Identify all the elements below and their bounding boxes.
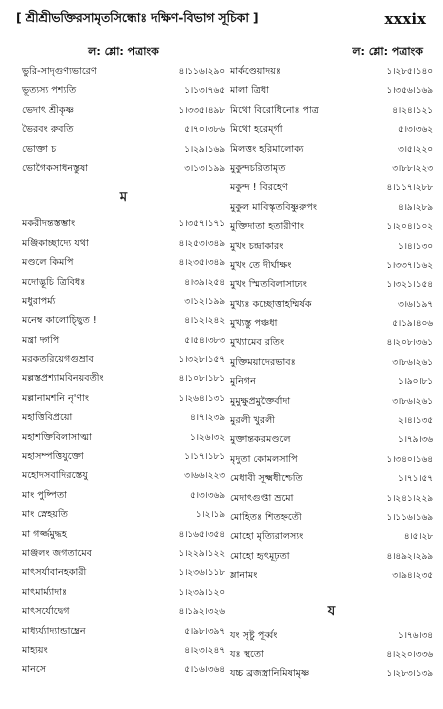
page-header	[16, 8, 426, 36]
index-entry	[230, 140, 433, 159]
verse-text: যচ্চ ব্রজস্ত্রানিমিষামৃষ্ণ	[230, 668, 310, 680]
verse-reference: ৪।১৯২।৩২৬	[178, 606, 225, 618]
verse-reference: ১।৪।১৩০	[397, 240, 433, 252]
verse-reference: ৫।১৯।৪০৬	[392, 318, 433, 330]
verse-reference: ৩।৮৬।২৬১	[392, 356, 433, 368]
verse-text: মুখ্যঃ কচ্ছোত্তাহম্মির্ষক	[230, 298, 312, 310]
verse-text: মুখ্যস্তু পঞ্চধা	[230, 318, 278, 330]
verse-reference: ১।৭৬।৩৪	[397, 629, 433, 641]
verse-text: যঃ স্থতো	[230, 648, 264, 660]
index-entry	[230, 81, 433, 100]
verse-text: মদোদ্ভূচি ত্রিবিধঃ	[22, 276, 86, 288]
index-entry	[22, 273, 225, 292]
verse-reference: ১।৩২৮।১৫৭	[178, 354, 225, 366]
index-entry	[230, 372, 433, 391]
verse-reference: ১।২৮৫।১৪০	[386, 66, 433, 77]
verse-text: মাং পুষ্পিতা	[22, 489, 67, 501]
verse-text: মুখং তে দীর্ঘাক্ষং	[230, 259, 292, 271]
index-entry	[230, 626, 433, 645]
verse-reference: ৫।৯৮।৩৯৭	[184, 625, 225, 637]
verse-reference: ৩।৬।১৯৭	[397, 298, 433, 310]
index-entry	[22, 641, 225, 660]
verse-text: মাৎসর্যাবানহকারী	[22, 567, 87, 579]
index-entry	[230, 547, 433, 566]
verse-reference: ৪।১০৮।১৮১	[178, 373, 225, 385]
verse-reference: ১।১১৬।১৬৯	[386, 511, 433, 523]
verse-reference: ৩।৮৬।২৬১	[392, 395, 433, 407]
verse-text: মেধাবী সূক্ষ্মধীশ্চেতি	[230, 473, 303, 485]
index-entry	[230, 489, 433, 508]
verse-reference: ১।২৬৪।১৩১	[178, 392, 225, 404]
verse-text: মুকুল মাবিস্কৃতবিষ্ণুরুপং	[230, 201, 317, 213]
index-entry	[22, 544, 225, 563]
verse-reference: ৩।৬৬।২২৩	[184, 470, 225, 482]
index-entry	[22, 292, 225, 311]
verse-text: মোহো মৃত্যিরালস্যং	[230, 531, 304, 543]
verse-reference: ১।৩৫৬।১৬৯	[386, 85, 433, 97]
verse-reference: ১।২৩৬।১১৮	[178, 567, 225, 579]
verse-text: মল্লস্তপ্রশ্যামবিনয়বতীং	[22, 373, 104, 385]
verse-text: মুক্তিময়াদেরভাবঃ	[230, 356, 296, 368]
index-entry	[22, 602, 225, 621]
index-entry	[230, 178, 433, 197]
index-entry	[230, 664, 433, 683]
verse-text: ভুরি-সাদৃগুণ্যভারেণ	[22, 66, 97, 77]
verse-text: মকরীদন্তস্তম্ভাং	[22, 218, 76, 230]
index-entry	[22, 563, 225, 582]
index-entry	[230, 450, 433, 469]
verse-reference: ৪।১৬৫।৩৫৪	[178, 528, 225, 540]
verse-text: মেদাৎগুপ্তা ভ্রমো	[230, 492, 294, 504]
verse-text: ভোগৈকসাধনস্তুষা	[22, 162, 89, 174]
verse-reference: ৩।৯৪।২৩৫	[392, 570, 433, 582]
index-entry	[22, 486, 225, 505]
index-entry	[230, 333, 433, 352]
verse-text: মার্কণ্ডেয়াদয়ঃ	[230, 66, 282, 77]
index-entry	[22, 505, 225, 524]
index-entry	[22, 369, 225, 388]
index-entry	[22, 234, 225, 253]
verse-reference: ১।২৮৩।১৩৯	[386, 668, 433, 680]
verse-reference: ১।২৩৯।১২০	[178, 586, 225, 598]
verse-reference: ১।৭৯।৩৬	[397, 434, 433, 446]
left-entries-group	[22, 62, 225, 178]
verse-reference: ৩।১৩।১৯৯	[184, 162, 225, 174]
verse-text: মিথো হরের্ম্গা	[230, 124, 283, 136]
index-entry	[22, 660, 225, 679]
right-column	[230, 42, 433, 684]
verse-reference: ১।১৩।৭৬৫	[184, 85, 225, 97]
verse-reference: ৩।১২।১৯৯	[184, 295, 225, 307]
right-entries-group	[230, 62, 433, 586]
verse-text: মুক্তিদাতা হতারীণাং	[230, 221, 304, 233]
verse-text: মুখং স্মিতবিলাসাঢ্যং	[230, 279, 307, 291]
verse-text: মা গৰ্জ্জমুদ্ধহ	[22, 528, 67, 540]
index-title: [ শ্রীশ্রীভক্তিরসামৃতসিন্ধোঃ দক্ষিণ-বিভাগ সূচিকা ]	[16, 10, 259, 25]
verse-reference: ১।৭১।৫৭	[397, 473, 433, 485]
verse-text: মহাসম্পত্তিযুক্তো	[22, 451, 84, 463]
verse-text: মল্লানামশনি নৃ'ণাং	[22, 392, 90, 404]
verse-reference: ২।৪।১৩৫	[397, 415, 433, 427]
page-number: xxxix	[384, 10, 426, 28]
verse-reference: ৪।২৩৫।৩৪৯	[178, 257, 225, 269]
index-entry	[22, 466, 225, 485]
verse-reference: ৪।২০৮।৩৬১	[386, 337, 433, 349]
index-entry	[230, 392, 433, 411]
index-entry	[230, 469, 433, 488]
verse-text: মোহো হৃৎমূঢ়তা	[230, 550, 290, 562]
verse-reference: ১।৩৩৭।১৬২	[386, 259, 433, 271]
verse-reference: ৪।২৪।১২১	[392, 104, 433, 116]
verse-reference: ১।৯০।৮১	[398, 376, 433, 388]
verse-reference: ৩।৮৮।২২৩	[392, 162, 433, 174]
index-entry	[230, 62, 433, 81]
index-entry	[22, 101, 225, 120]
verse-reference: ৪।১১৭।২৮৮	[386, 182, 433, 194]
verse-text: মুনিগন	[230, 376, 256, 388]
index-entry	[230, 198, 433, 217]
index-entry	[22, 447, 225, 466]
left-column	[22, 42, 225, 680]
verse-reference: ৫।৭০।৩৮৬	[184, 124, 225, 136]
verse-text: ভূত্যস্য পশ্যতি	[22, 85, 77, 97]
verse-text: মুরলী খুরলী	[230, 415, 276, 427]
index-entry	[22, 62, 225, 81]
index-entry	[22, 583, 225, 602]
index-entry	[22, 140, 225, 159]
verse-reference: ৪।৭।২৩৯	[189, 412, 225, 424]
verse-reference: ৪।২৫৩।৩৪৯	[178, 237, 225, 249]
verse-text: মুকুন্দচরিতামৃত	[230, 162, 286, 174]
verse-text: মহাশক্তিবিলাসাত্মা	[22, 431, 93, 443]
verse-text: মন্ত্রা দ্গপি	[22, 334, 60, 346]
index-entry	[230, 566, 433, 585]
verse-text: মঞ্জিকাচ্ছাদ্যে যথা	[22, 237, 89, 249]
right-column-heading: ল: শ্লো: পত্রাংক	[352, 45, 423, 58]
verse-text: ভেদাৎ শ্রীকৃষ্ণ	[22, 104, 75, 116]
index-entry	[230, 159, 433, 178]
verse-text: মহাত্তিবিপ্রয়ো	[22, 412, 73, 424]
verse-text: মুমুক্ষুপ্রমুক্তৈর্বাদা	[230, 395, 291, 407]
verse-reference: ৩।৫।২২০	[397, 143, 433, 155]
index-entry	[230, 256, 433, 275]
verse-text: মাৎমার্ম্যাদাঃ	[22, 586, 68, 598]
section-letter: য	[327, 603, 336, 619]
index-entry	[230, 508, 433, 527]
index-entry	[230, 645, 433, 664]
verse-text: মিথো বিরোধিনোঃ পাত্র	[230, 104, 319, 116]
verse-text: মকুন্দ ! বিরহেণ	[230, 182, 288, 194]
verse-reference: ৪।২২০।৩৩৬	[386, 648, 433, 660]
verse-reference: ৫।৫৪।৩৮৩	[184, 334, 225, 346]
right-entries-group	[230, 626, 433, 684]
index-entry	[22, 350, 225, 369]
verse-text: মহোদসবাদিরস্তেযু	[22, 470, 88, 482]
verse-text: মনেম্ব কালোচ্ছ্বিত !	[22, 315, 97, 327]
index-entry	[230, 101, 433, 120]
verse-reference: ১।৩৩৫।৪৯৮	[178, 104, 225, 116]
verse-reference: ৪।১২।২৪২	[184, 315, 225, 327]
verse-reference: ৫।৩।৩৬২	[397, 124, 433, 136]
verse-reference: ৪।১১৬।২৯০	[178, 66, 225, 77]
verse-text: যং সৃষ্টু পূর্ব্বং	[230, 629, 278, 641]
verse-text: মাধ্যর্য্যাদ্যান্ডাম্ব্রেন	[22, 625, 86, 637]
verse-text: মণ্ডলে কিমপি	[22, 257, 74, 269]
verse-reference: ৫।১৬।৩৬৪	[184, 664, 225, 676]
index-entry	[22, 428, 225, 447]
verse-text: মুখং চন্দ্রাকারং	[230, 240, 284, 252]
verse-text: মরকতরিয়েগগুম্রাব	[22, 354, 94, 366]
verse-text: মানসে	[22, 664, 47, 676]
index-entry	[22, 389, 225, 408]
verse-reference: ১।২৪১।২২৯	[386, 492, 433, 504]
verse-reference: ১।৩২১।১৫৪	[386, 279, 433, 291]
verse-text: মিলত্তং হরিমালোক্য	[230, 143, 304, 155]
verse-text: মালা ত্রিধা	[230, 85, 270, 97]
verse-reference: ১।২০৪।১০২	[386, 221, 433, 233]
index-entry	[22, 81, 225, 100]
index-entry	[22, 622, 225, 641]
index-entry	[230, 411, 433, 430]
index-entry	[22, 120, 225, 139]
index-entry	[22, 214, 225, 233]
verse-text: মাৎসর্যোদ্বেগ	[22, 606, 70, 618]
index-entry	[22, 525, 225, 544]
verse-reference: ১।২৬।৩২	[189, 431, 225, 443]
index-entry	[230, 217, 433, 236]
index-entry	[22, 331, 225, 350]
index-entry	[22, 159, 225, 178]
index-entry	[230, 120, 433, 139]
verse-text: মাঞ্জলং জগতামেব	[22, 547, 93, 559]
verse-reference: ৪।৯।২৮৯	[398, 201, 433, 213]
verse-text: ভোক্তা চ	[22, 143, 57, 155]
verse-text: ভৈরবং রুবতি	[22, 124, 74, 136]
verse-reference: ১।৩৫৭।১৭১	[178, 218, 225, 230]
verse-reference: ১।২৯।১৬৯	[184, 143, 225, 155]
section-letter: ম	[119, 190, 128, 206]
index-entry	[230, 430, 433, 449]
index-entry	[230, 275, 433, 294]
verse-reference: ১।৩৪০।১৬৪	[386, 453, 433, 465]
index-entry	[22, 311, 225, 330]
verse-reference: ৪।২৩।২৪৭	[184, 644, 225, 656]
index-entry	[230, 314, 433, 333]
index-entry	[230, 527, 433, 546]
verse-text: মোহিতঃ শিতহ্নতৌ	[230, 511, 302, 523]
verse-reference: ৪।৪৯২।২৯৯	[386, 550, 433, 562]
verse-text: ম্লানামং	[230, 570, 258, 582]
verse-text: মাং স্নেহয়তি	[22, 509, 68, 521]
index-entry	[230, 353, 433, 372]
index-entry	[22, 253, 225, 272]
verse-reference: ৪।৫।২৮	[403, 531, 433, 543]
verse-reference: ৪।৩৯।২৫৪	[184, 276, 225, 288]
left-column-heading: ল: শ্লো: পত্রাংক	[88, 45, 159, 58]
verse-text: মধুরাপর্ম্য	[22, 295, 56, 307]
verse-reference: ১।২।১৯	[195, 509, 225, 521]
left-entries-group	[22, 214, 225, 679]
verse-text: মুক্তান্তকরমণ্ডলে	[230, 434, 291, 446]
verse-text: মাহ্যয়ং	[22, 644, 48, 656]
verse-reference: ১।১৭।১৮১	[184, 451, 225, 463]
verse-text: মৃদুতা কোমলসাপি	[230, 453, 298, 465]
index-entry	[230, 295, 433, 314]
verse-reference: ১।২২৯।১২২	[178, 547, 225, 559]
index-entry	[22, 408, 225, 427]
index-entry	[230, 237, 433, 256]
verse-text: মুখ্যামেব রতিং	[230, 337, 285, 349]
verse-reference: ৫।৩।৩৬৯	[189, 489, 225, 501]
